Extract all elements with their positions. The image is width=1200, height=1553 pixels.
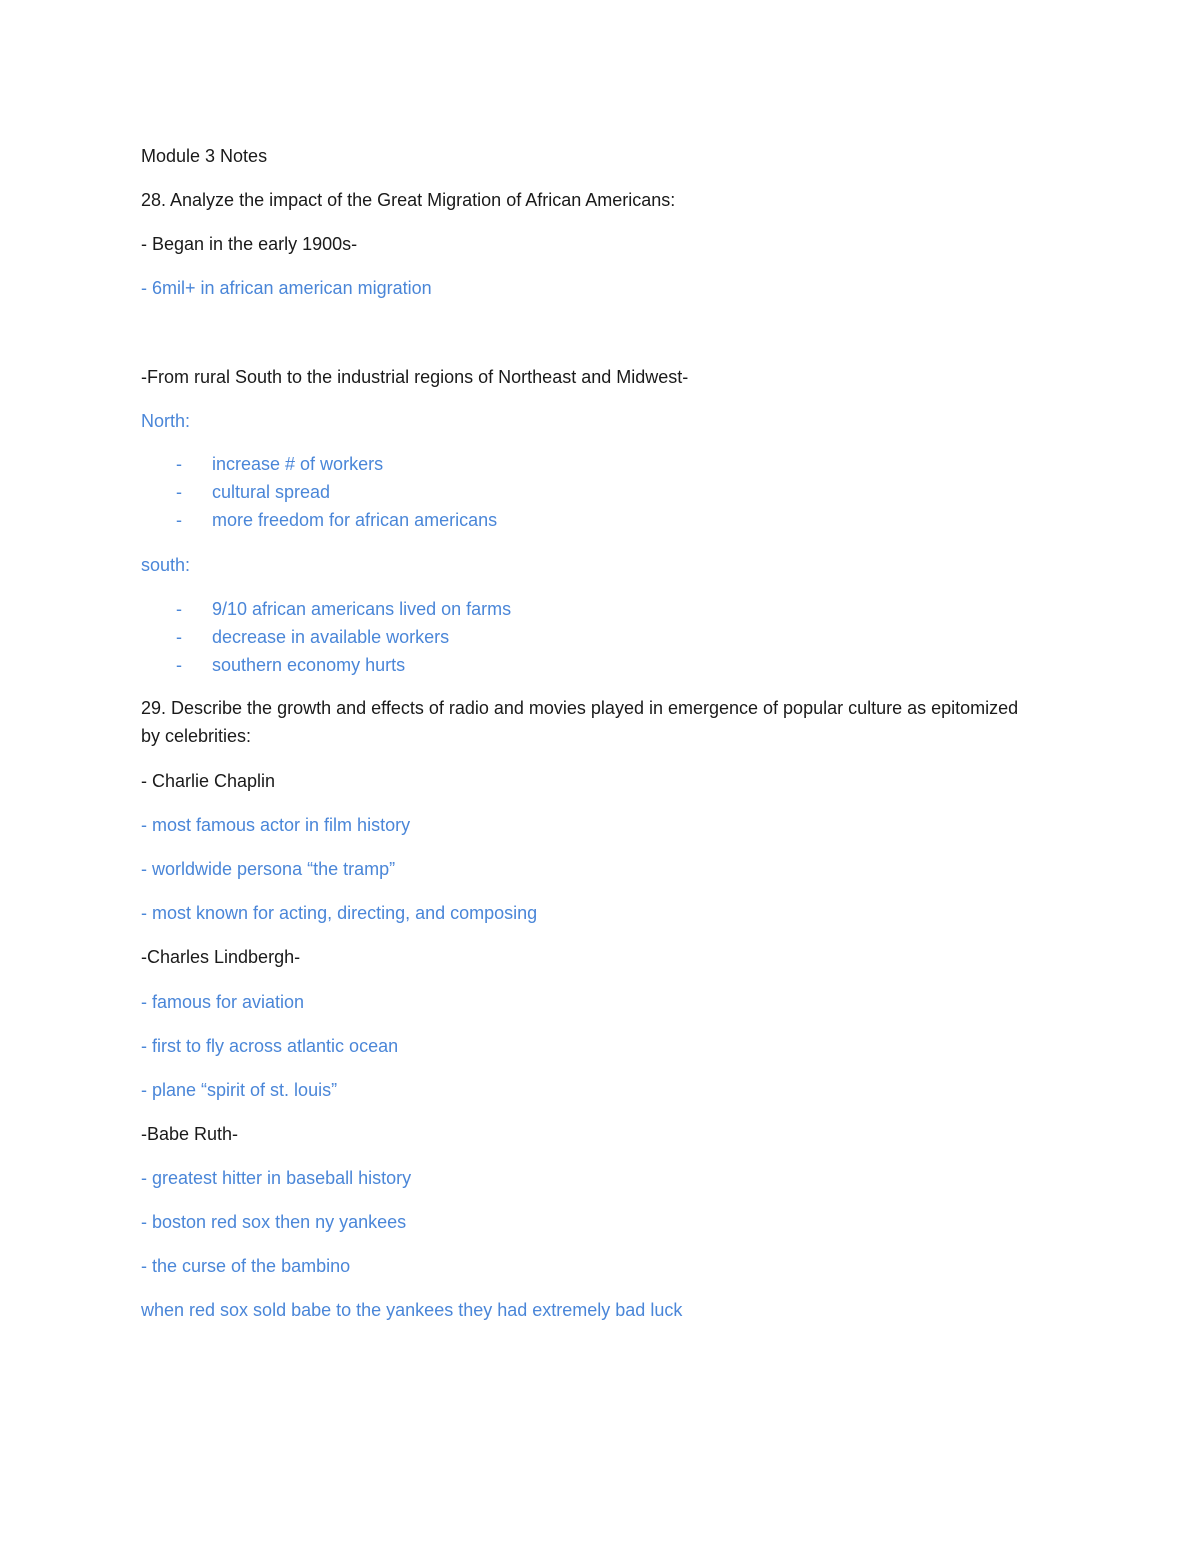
bullet-marker: - (176, 599, 182, 619)
north-item: increase # of workers (212, 454, 384, 474)
chaplin-note: - most known for acting, directing, and composing (141, 903, 538, 923)
bullet-marker: - (176, 510, 182, 530)
north-item: more freedom for african americans (212, 510, 498, 530)
note-migration-count: - 6mil+ in african american migration (141, 278, 432, 298)
note-began: - Began in the early 1900s- (141, 234, 358, 254)
chaplin-note: - worldwide persona “the tramp” (141, 859, 396, 879)
south-item: decrease in available workers (212, 627, 450, 647)
question-29-heading: 29. Describe the growth and effects of radio and movies played in emergence of popular culture as epitomized by celebrities: (141, 698, 1019, 746)
chaplin-note: - most famous actor in film history (141, 815, 411, 835)
celebrity-chaplin-label: - Charlie Chaplin (141, 771, 276, 791)
ruth-note: - greatest hitter in baseball history (141, 1168, 412, 1188)
celebrity-ruth-label: -Babe Ruth- (141, 1124, 239, 1144)
note-route: -From rural South to the industrial regions of Northeast and Midwest- (141, 367, 689, 387)
bullet-marker: - (176, 482, 182, 502)
south-label: south: (141, 555, 191, 575)
north-item: cultural spread (212, 482, 331, 502)
bullet-marker: - (176, 627, 182, 647)
celebrity-lindbergh-label: -Charles Lindbergh- (141, 947, 301, 967)
south-item: southern economy hurts (212, 655, 406, 675)
question-28-heading: 28. Analyze the impact of the Great Migration of African Americans: (141, 190, 676, 210)
lindbergh-note: - plane “spirit of st. louis” (141, 1080, 338, 1100)
curse-note: when red sox sold babe to the yankees they had extremely bad luck (141, 1300, 683, 1320)
south-item: 9/10 african americans lived on farms (212, 599, 512, 619)
north-label: North: (141, 411, 191, 431)
page-title: Module 3 Notes (141, 146, 268, 166)
ruth-note: - boston red sox then ny yankees (141, 1212, 407, 1232)
ruth-note: - the curse of the bambino (141, 1256, 351, 1276)
lindbergh-note: - famous for aviation (141, 992, 305, 1012)
bullet-marker: - (176, 454, 182, 474)
lindbergh-note: - first to fly across atlantic ocean (141, 1036, 399, 1056)
bullet-marker: - (176, 655, 182, 675)
